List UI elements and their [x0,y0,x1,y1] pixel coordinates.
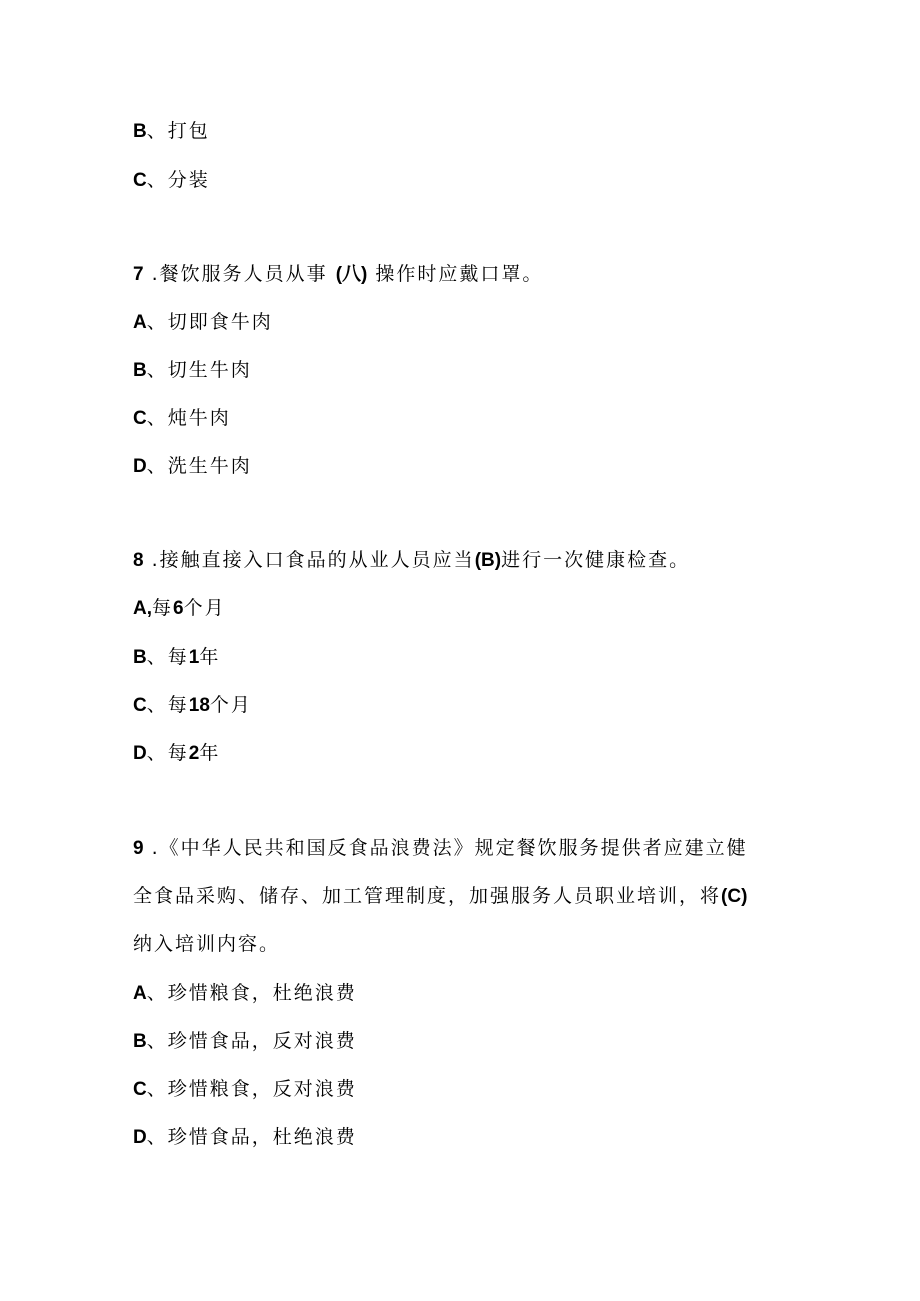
q7-stem: 7 .餐饮服务人员从事 (八) 操作时应戴口罩。 [133,263,544,285]
q9-stem-line1: 9 .《中华人民共和国反食品浪费法》规定餐饮服务提供者应建立健 [133,837,748,859]
q8-option-c: C、每18个月 [133,694,252,716]
q8-stem: 8 .接触直接入口食品的从业人员应当(B)进行一次健康检查。 [133,549,691,571]
q9-option-c: C、珍惜粮食，反对浪费 [133,1078,357,1100]
q7-option-c: C、炖牛肉 [133,407,231,429]
q6-option-b: B、打包 [133,120,210,142]
q6-option-c: C、分装 [133,169,210,191]
q9-option-b: B、珍惜食品，反对浪费 [133,1030,357,1052]
q7-option-b: B、切生牛肉 [133,359,252,381]
q8-answer: (B) [474,550,502,571]
q7-option-a: A、切即食牛肉 [133,311,273,333]
q9-option-a: A、珍惜粮食，杜绝浪费 [133,982,357,1004]
q9-answer: (C) [721,886,748,907]
q8-option-b: B、每1年 [133,646,221,668]
q9-stem-line2: 全食品采购、储存、加工管理制度，加强服务人员职业培训，将(C) [133,885,748,907]
q7-option-d: D、洗生牛肉 [133,455,252,477]
q8-option-a: A,每6个月 [133,597,226,619]
q7-answer: (八) [335,264,368,285]
q9-stem-line3: 纳入培训内容。 [133,933,281,955]
q8-option-d: D、每2年 [133,742,221,764]
q9-option-d: D、珍惜食品，杜绝浪费 [133,1126,357,1148]
